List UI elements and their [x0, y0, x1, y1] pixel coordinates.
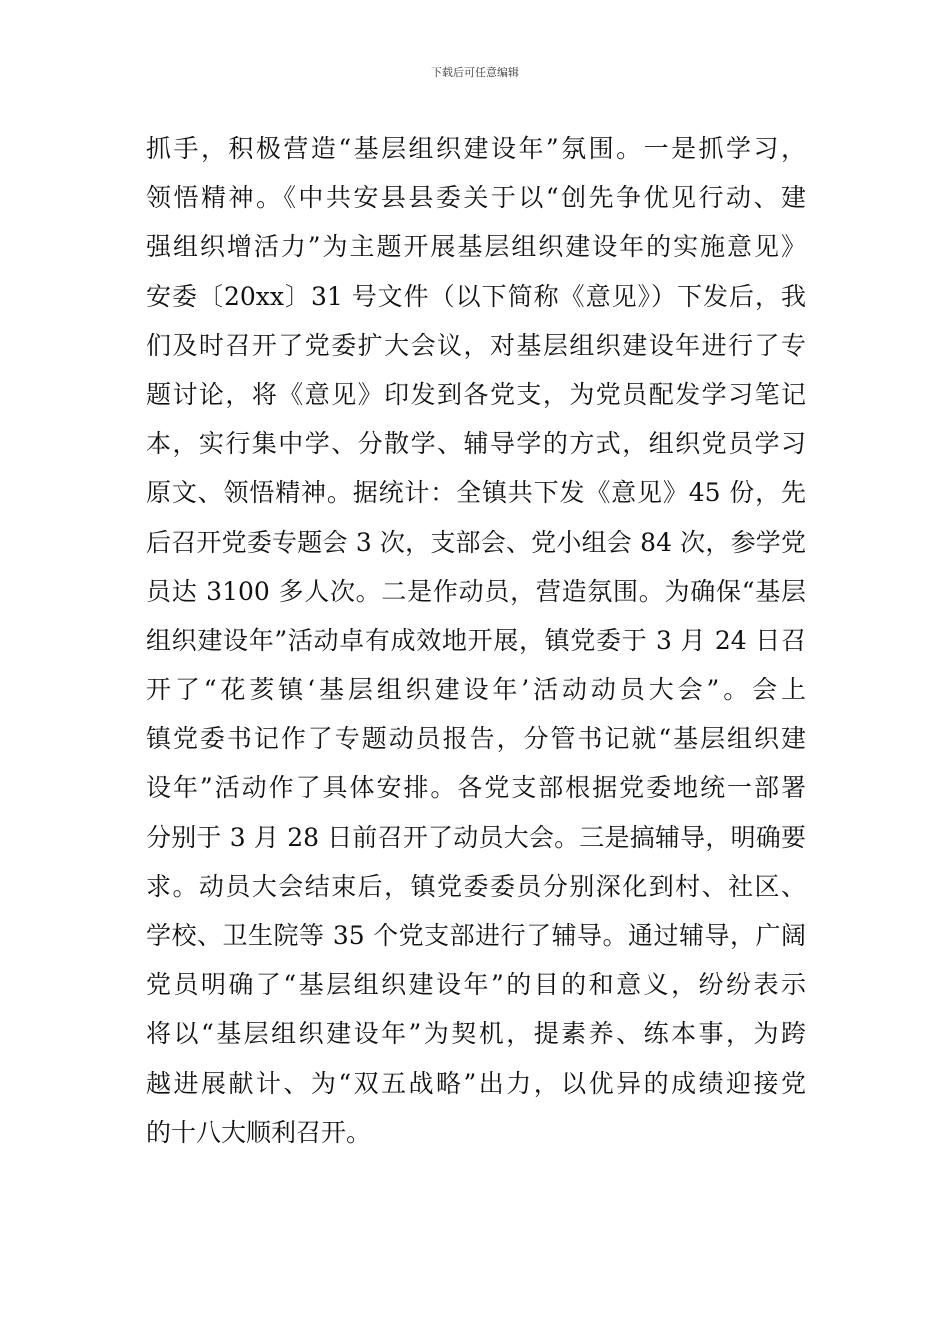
text-line: 镇党委书记作了专题动员报告，分管书记就“基层组织建 [146, 724, 806, 754]
text-line: 员达 3100 多人次。二是作动员，营造氛围。为确保“基层 [146, 576, 806, 606]
text-line: 求。动员大会结束后，镇党委委员分别深化到村、社区、 [146, 871, 806, 901]
text-line: 抓手，积极营造“基层组织建设年”氛围。一是抓学习， [146, 134, 806, 163]
text-line: 后召开党委专题会 3 次，支部会、党小组会 84 次，参学党 [146, 527, 806, 557]
text-line: 领悟精神。《中共安县县委关于以“创先争优见行动、建 [146, 183, 806, 213]
text-line: 学校、卫生院等 35 个党支部进行了辅导。通过辅导，广阔 [146, 921, 806, 950]
text-line: 原文、领悟精神。据统计：全镇共下发《意见》45 份，先 [146, 478, 806, 508]
text-line: 将以“基层组织建设年”为契机，提素养、练本事，为跨 [146, 1019, 806, 1049]
text-line: 强组织增活力”为主题开展基层组织建设年的实施意见》 [146, 232, 806, 262]
text-line: 分别于 3 月 28 日前召开了动员大会。三是搞辅导，明确要 [146, 822, 806, 852]
text-line: 越进展献计、为“双五战略”出力，以优异的成绩迎接党 [146, 1068, 806, 1098]
page-header-note: 下载后可任意编辑 [431, 66, 519, 79]
text-line: 开了“花荄镇‘基层组织建设年’活动动员大会”。会上 [146, 675, 806, 705]
body-paragraph [146, 124, 806, 1157]
text-line: 安委〔20xx〕31 号文件（以下简称《意见》）下发后，我 [146, 281, 806, 311]
text-line: 题讨论，将《意见》印发到各党支，为党员配发学习笔记 [146, 379, 806, 409]
text-line: 党员明确了“基层组织建设年”的目的和意义，纷纷表示 [146, 970, 806, 1000]
text-line: 组织建设年”活动卓有成效地开展，镇党委于 3 月 24 日召 [146, 625, 806, 655]
text-line: 的十八大顺利召开。 [146, 1117, 372, 1147]
text-line: 本，实行集中学、分散学、辅导学的方式，组织党员学习 [146, 429, 806, 459]
text-line: 设年”活动作了具体安排。各党支部根据党委地统一部署 [146, 773, 806, 803]
text-line: 们及时召开了党委扩大会议，对基层组织建设年进行了专 [146, 330, 806, 360]
